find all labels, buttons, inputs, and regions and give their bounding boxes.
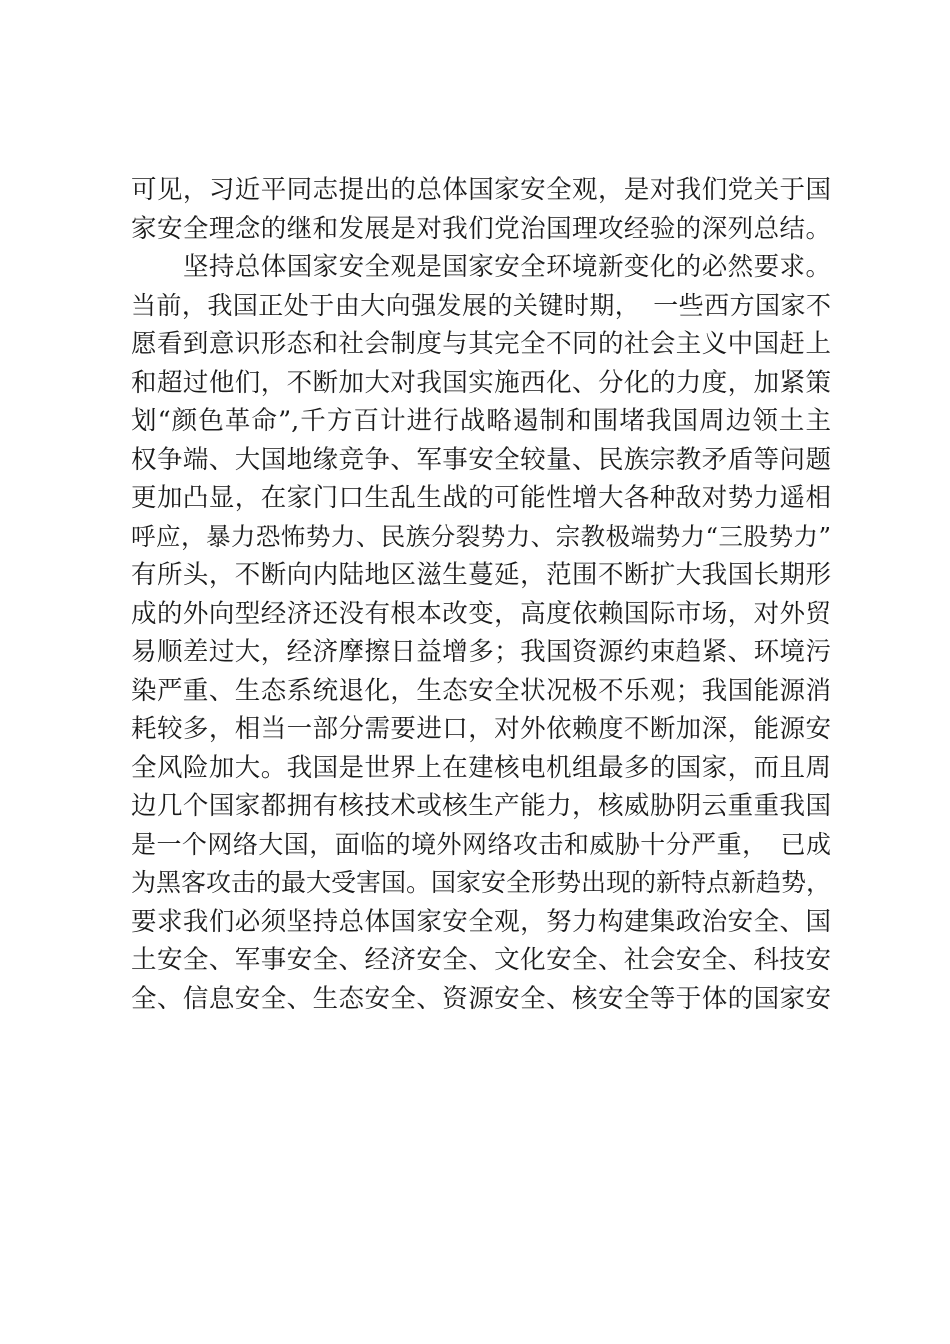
text-line-11: 有所头，不断向内陆地区滋生蔓延，范围不断扩大我国长期形	[131, 560, 831, 590]
text-line-22: 全、信息安全、生态安全、资源安全、核安全等于体的国家安	[131, 983, 831, 1014]
text-line-7: 划“颜色革命”,千方百计进行战略遏制和围堵我国周边领土主	[131, 406, 831, 436]
text-line-1: 可见，习近平同志提出的总体国家安全观，是对我们党关于国	[131, 175, 831, 205]
text-line-20: 要求我们必须坚持总体国家安全观，努力构建集政治安全、国	[131, 906, 831, 937]
body-text	[131, 171, 831, 1018]
text-line-4: 当前，我国正处于由大向强发展的关键时期， 一些西方国家不	[131, 290, 831, 320]
paragraph-opening-line: 坚持总体国家安全观是国家安全环境新变化的必然要求。	[183, 252, 831, 282]
text-line-8: 权争端、大国地缘竞争、军事安全较量、民族宗教矛盾等问题	[131, 444, 831, 475]
text-line-14: 染严重、生态系统退化，生态安全状况极不乐观；我国能源消	[131, 675, 831, 706]
text-line-17: 边几个国家都拥有核技术或核生产能力，核威胁阴云重重我国	[131, 791, 831, 821]
text-line-6: 和超过他们，不断加大对我国实施西化、分化的力度，加紧策	[131, 367, 831, 398]
text-line-19: 为黑客攻击的最大受害国。国家安全形势出现的新特点新趋势，	[131, 868, 832, 897]
text-line-16: 全风险加大。我国是世界上在建核电机组最多的国家，而且周	[131, 752, 831, 783]
text-line-18: 是一个网络大国，面临的境外网络攻击和威胁十分严重， 已成	[131, 829, 831, 859]
text-line-15: 耗较多，相当一部分需要进口，对外依赖度不断加深，能源安	[131, 714, 831, 744]
text-line-5: 愿看到意识形态和社会制度与其完全不同的社会主义中国赶上	[131, 329, 831, 359]
text-line-9: 更加凸显，在家门口生乱生战的可能性增大各种敌对势力遥相	[131, 483, 831, 513]
text-line-2: 家安全理念的继和发展是对我们党治国理攻经验的深列总结。	[131, 213, 831, 244]
text-line-21: 土安全、军事安全、经济安全、文化安全、社会安全、科技安	[131, 945, 831, 975]
text-line-13: 易顺差过大，经济摩擦日益增多；我国资源约束趋紧、环境污	[131, 637, 831, 667]
text-line-10: 呼应，暴力恐怖势力、民族分裂势力、宗教极端势力“三股势力”	[131, 521, 831, 551]
text-line-12: 成的外向型经济还没有根本改变，高度依赖国际市场，对外贸	[131, 598, 831, 629]
